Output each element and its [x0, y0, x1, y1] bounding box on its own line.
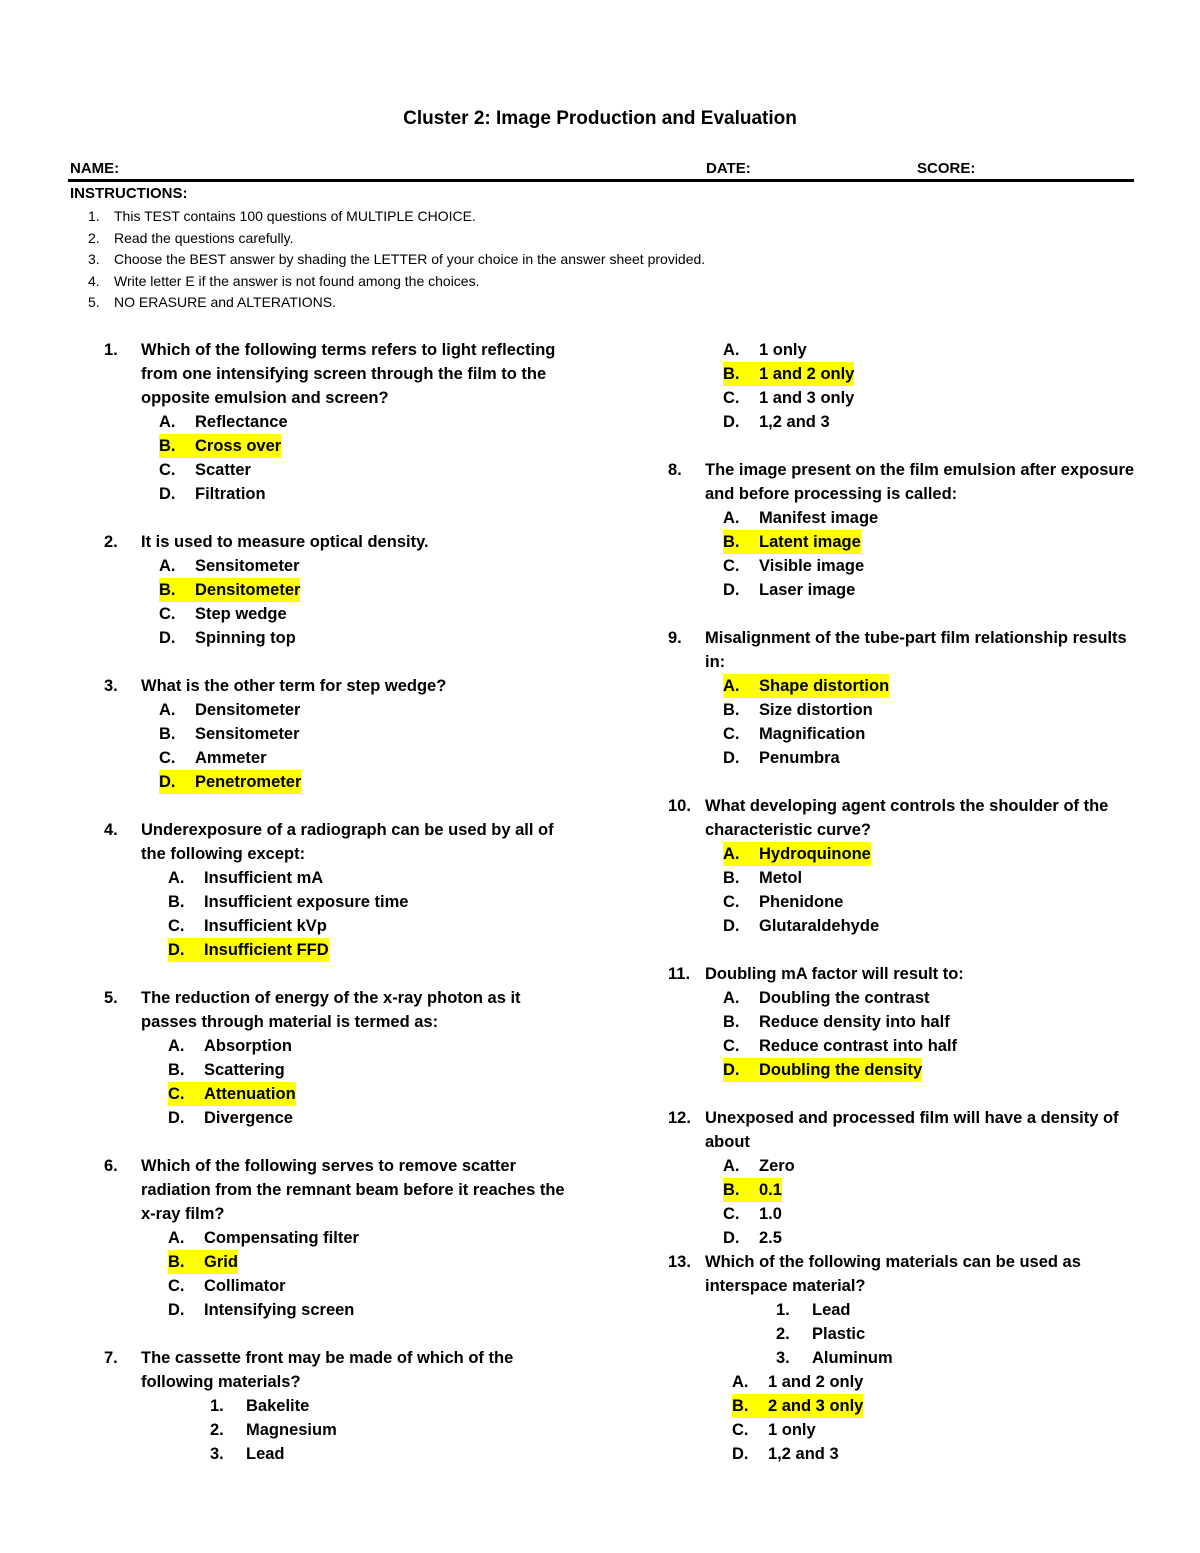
question-10 [668, 794, 1148, 938]
option-d: D. Intensifying screen [168, 1301, 355, 1319]
option-c-correct: C. Attenuation [168, 1082, 296, 1106]
question-number: 1. [104, 341, 118, 359]
option-b-correct: B. 0.1 [723, 1178, 782, 1202]
option-c: C. Collimator [168, 1277, 286, 1295]
question-13 [668, 1250, 1148, 1466]
question-number: 8. [668, 461, 682, 479]
question-text: The cassette front may be made of which of the following materials? [141, 1349, 514, 1391]
question-text: It is used to measure optical density. [141, 533, 429, 551]
option-a: A. Absorption [168, 1037, 292, 1055]
option-a: A. Doubling the contrast [723, 989, 930, 1007]
option-a: A. Manifest image [723, 509, 879, 527]
instruction-item: 2. Read the questions carefully. [88, 229, 294, 246]
option-d: D. Spinning top [159, 629, 296, 647]
question-number: 13. [668, 1253, 691, 1271]
question-2 [104, 530, 574, 650]
question-number: 4. [104, 821, 118, 839]
option-d: D. Penumbra [723, 749, 840, 767]
question-6 [104, 1154, 574, 1322]
material-item: 2. Magnesium [210, 1421, 337, 1439]
question-text: Underexposure of a radiograph can be used by all of the following except: [141, 821, 554, 863]
option-b-correct: B. Densitometer [159, 578, 300, 602]
option-c: C. Ammeter [159, 749, 267, 767]
instruction-item: 3. Choose the BEST answer by shading the LETTER of your choice in the answer sheet provided. [88, 251, 706, 267]
instruction-item: 1. This TEST contains 100 questions of MULTIPLE CHOICE. [88, 208, 476, 224]
question-text: Which of the following serves to remove scatter radiation from the remnant beam before it reaches the x-ray film? [141, 1157, 565, 1223]
question-1 [104, 338, 574, 506]
material-item: 3. Lead [210, 1445, 285, 1463]
material-item: 3. Aluminum [776, 1349, 893, 1367]
option-d: D. 2.5 [723, 1229, 782, 1247]
question-number: 9. [668, 629, 682, 647]
question-number: 12. [668, 1109, 691, 1127]
question-11 [668, 962, 1148, 1082]
option-c: C. Reduce contrast into half [723, 1037, 958, 1055]
question-number: 3. [104, 677, 118, 695]
question-4 [104, 818, 574, 962]
option-a: A. Sensitometer [159, 557, 300, 575]
question-number: 10. [668, 797, 691, 815]
page-title: Cluster 2: Image Production and Evaluation [403, 108, 797, 129]
option-d: D. Filtration [159, 485, 266, 503]
question-number: 11. [668, 965, 691, 983]
option-d-correct: D. Doubling the density [723, 1058, 922, 1082]
option-c: C. Scatter [159, 461, 251, 479]
option-d: D. Glutaraldehyde [723, 917, 880, 935]
option-c: C. 1.0 [723, 1205, 782, 1223]
option-d: D. 1,2 and 3 [723, 413, 830, 431]
option-b: B. Insufficient exposure time [168, 893, 409, 911]
question-7-options [668, 338, 1148, 434]
option-a: A. 1 and 2 only [732, 1373, 864, 1391]
option-a: A. Compensating filter [168, 1229, 359, 1247]
option-a: A. Densitometer [159, 701, 301, 719]
option-b-correct: B. Cross over [159, 434, 281, 458]
option-c: C. 1 and 3 only [723, 389, 855, 407]
option-b: B. Size distortion [723, 701, 873, 719]
option-a: A. Reflectance [159, 413, 288, 431]
material-item: 1. Lead [776, 1301, 851, 1319]
instructions-list [88, 206, 705, 314]
question-8 [668, 458, 1148, 602]
option-b: B. Metol [723, 869, 803, 887]
question-9 [668, 626, 1148, 770]
option-d-correct: D. Insufficient FFD [168, 938, 329, 962]
instructions-title: INSTRUCTIONS: [70, 185, 188, 202]
question-3 [104, 674, 574, 794]
option-d: D. 1,2 and 3 [732, 1445, 839, 1463]
question-text: The image present on the film emulsion after exposure and before processing is called: [705, 461, 1135, 503]
question-5 [104, 986, 574, 1130]
instruction-item: 5. NO ERASURE and ALTERATIONS. [88, 294, 336, 310]
option-c: C. Phenidone [723, 893, 844, 911]
option-a-correct: A. Shape distortion [723, 674, 889, 698]
header-rule [68, 179, 1134, 182]
material-item: 1. Bakelite [210, 1397, 310, 1415]
question-number: 6. [104, 1157, 118, 1175]
option-b-correct: B. 2 and 3 only [732, 1394, 863, 1418]
option-d: D. Divergence [168, 1109, 293, 1127]
option-b-correct: B. Latent image [723, 530, 861, 554]
question-number: 5. [104, 989, 118, 1007]
material-item: 2. Plastic [776, 1325, 866, 1343]
option-d: D. Laser image [723, 581, 856, 599]
question-number: 7. [104, 1349, 118, 1367]
date-label: DATE: [706, 160, 751, 177]
option-c: C. Step wedge [159, 605, 287, 623]
question-text: Which of the following materials can be used as interspace material? [705, 1253, 1081, 1295]
name-label: NAME: [70, 160, 120, 177]
option-a: A. 1 only [723, 341, 807, 359]
option-b: B. Scattering [168, 1061, 285, 1079]
questions-right-column [668, 338, 1148, 1466]
option-c: C. Visible image [723, 557, 865, 575]
question-text: What is the other term for step wedge? [141, 677, 447, 695]
question-12 [668, 1106, 1148, 1250]
option-b: B. Sensitometer [159, 725, 300, 743]
question-7 [104, 1346, 574, 1466]
instruction-item: 4. Write letter E if the answer is not found among the choices. [88, 272, 480, 289]
option-b: B. Reduce density into half [723, 1013, 950, 1031]
questions-left-column [104, 338, 574, 1466]
option-b-correct: B. 1 and 2 only [723, 362, 854, 386]
option-a: A. Insufficient mA [168, 869, 324, 887]
question-text: Which of the following terms refers to light reflecting from one intensifying screen through the film to the opposite emulsion and screen? [141, 341, 556, 407]
option-a-correct: A. Hydroquinone [723, 842, 871, 866]
question-text: Misalignment of the tube-part film relationship results in: [705, 629, 1127, 671]
option-a: A. Zero [723, 1157, 795, 1175]
option-c: C. Insufficient kVp [168, 917, 327, 935]
option-d-correct: D. Penetrometer [159, 770, 301, 794]
option-c: C. 1 only [732, 1421, 816, 1439]
question-text: Doubling mA factor will result to: [705, 965, 964, 983]
option-c: C. Magnification [723, 725, 866, 743]
question-text: The reduction of energy of the x-ray photon as it passes through material is termed as: [141, 989, 521, 1031]
score-label: SCORE: [917, 160, 976, 177]
question-text: Unexposed and processed film will have a density of about [705, 1109, 1119, 1151]
option-b-correct: B. Grid [168, 1250, 238, 1274]
question-number: 2. [104, 533, 118, 551]
question-text: What developing agent controls the shoulder of the characteristic curve? [705, 797, 1109, 839]
